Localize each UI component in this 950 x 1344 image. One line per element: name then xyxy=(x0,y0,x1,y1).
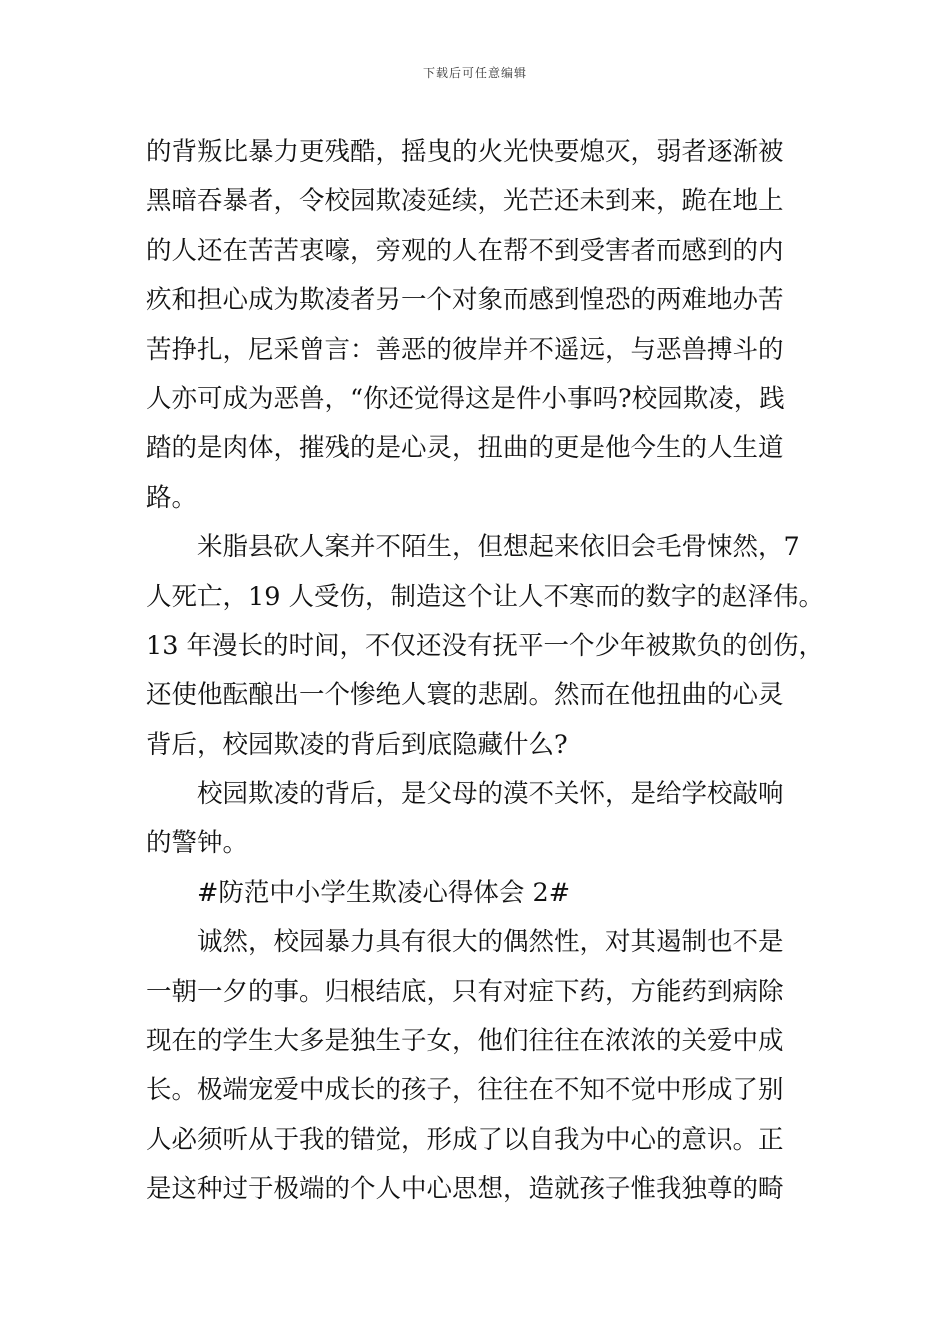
document-body xyxy=(146,128,825,1215)
text-line: 人必须听从于我的错觉，形成了以自我为中心的意识。正 xyxy=(146,1124,784,1155)
page-header: 下载后可任意编辑 xyxy=(422,66,527,80)
text-line: 的警钟。 xyxy=(146,828,249,859)
text-line: 人死亡，19 人受伤，制造这个让人不寒而的数字的赵泽伟。 xyxy=(146,581,825,612)
text-line: 校园欺凌的背后，是父母的漠不关怀，是给学校敲响 xyxy=(197,779,784,810)
text-line: 诚然，校园暴力具有很大的偶然性，对其遏制也不是 xyxy=(197,927,784,958)
text-line: 米脂县砍人案并不陌生，但想起来依旧会毛骨悚然，7 xyxy=(197,532,800,563)
text-line: 黑暗吞暴者，令校园欺凌延续，光芒还未到来，跪在地上 xyxy=(146,186,784,217)
text-line: 一朝一夕的事。归根结底，只有对症下药，方能药到病除 xyxy=(146,976,784,1007)
text-line: 疚和担心成为欺凌者另一个对象而感到惶恐的两难地办苦 xyxy=(146,285,784,316)
text-line: 的人还在苦苦衷嚎，旁观的人在帮不到受害者而感到的内 xyxy=(146,235,784,266)
text-line: 还使他酝酿出一个惨绝人寰的悲剧。然而在他扭曲的心灵 xyxy=(146,680,784,711)
text-line: 路。 xyxy=(146,482,198,513)
text-line: 踏的是肉体，摧残的是心灵，扭曲的更是他今生的人生道 xyxy=(146,433,784,464)
text-line: 苦挣扎，尼采曾言：善恶的彼岸并不遥远，与恶兽搏斗的 xyxy=(146,334,784,365)
text-line: 是这种过于极端的个人中心思想，造就孩子惟我独尊的畸 xyxy=(146,1174,784,1205)
text-line: 13 年漫长的时间，不仅还没有抚平一个少年被欺负的创伤， xyxy=(146,630,825,661)
text-line: 长。极端宠爱中成长的孩子，往往在不知不觉中形成了别 xyxy=(146,1075,784,1106)
section-heading: #防范中小学生欺凌心得体会 2# xyxy=(197,877,571,908)
text-line: 的背叛比暴力更残酷，摇曳的火光快要熄灭，弱者逐渐被 xyxy=(146,137,784,167)
text-line: 人亦可成为恶兽，“你还觉得这是件小事吗?校园欺凌，践 xyxy=(146,383,785,414)
text-line: 背后，校园欺凌的背后到底隐藏什么? xyxy=(146,729,568,760)
text-line: 现在的学生大多是独生子女，他们往往在浓浓的关爱中成 xyxy=(146,1026,784,1057)
